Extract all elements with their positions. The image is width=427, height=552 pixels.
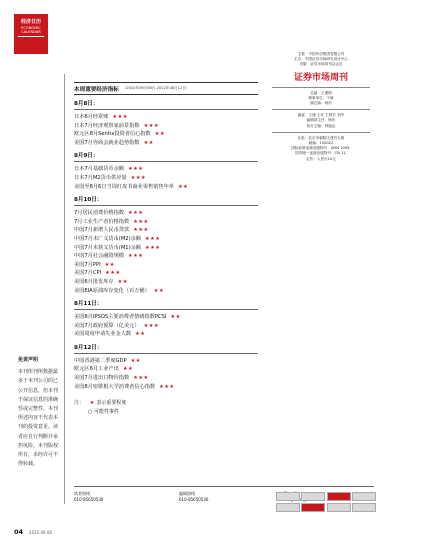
importance-stars: ★★★ <box>128 166 144 173</box>
indicator-item <box>74 261 258 270</box>
indicator-name: 美国周度申请失业金人数 <box>74 331 132 338</box>
day-title: 8月10日： <box>74 195 258 206</box>
indicator-name: 美国7月政府预算（亿美元） <box>74 322 140 329</box>
schedule-range: （2022年08月08日-2022年08月12日） <box>122 86 190 90</box>
indicator-item <box>74 357 258 366</box>
page-number: 04 <box>14 528 24 536</box>
indicator-name: 中国7月末广义货币(M2)余额 <box>74 235 141 242</box>
info-line: 主办：中国证券市场研究设计中心 <box>294 57 348 62</box>
indicator-name: 日本7月基础货币余额 <box>74 166 124 173</box>
editor-hotline-label: 编辑热线： <box>179 491 199 496</box>
star-icon: ★ <box>89 400 95 407</box>
importance-stars: ★★ <box>170 314 181 321</box>
indicator-name: 美国7月CPI <box>74 270 102 277</box>
indicator-name: 美国8月IPSOS主要消费者情绪指数PCSI <box>74 314 167 321</box>
day-title: 8月11日： <box>74 299 258 310</box>
calendar-masthead <box>14 14 48 54</box>
indicator-item <box>74 235 258 244</box>
importance-stars: ★★★ <box>112 114 128 120</box>
legend-circle-text: 可能性事件 <box>93 409 119 416</box>
info-line: 定价：人民币10元 <box>306 156 336 161</box>
importance-stars: ★★★ <box>143 322 160 329</box>
indicator-name: 日本7月经济观察家前景指数 <box>74 122 140 129</box>
importance-stars: ★★★ <box>133 218 149 225</box>
info-line: 编委：王谨 王安 王林宏 刘中 <box>297 113 345 118</box>
indicator-item <box>74 365 258 374</box>
indicator-name: 7月工业生产者价格指数 <box>74 218 130 225</box>
indicator-item <box>74 322 258 331</box>
indicator-name: 美国7月咨商会就业趋势指数 <box>74 139 140 146</box>
indicator-name: 欧元区8月Sentix投资者信心指数 <box>74 131 151 138</box>
importance-stars: ★★★ <box>128 210 144 217</box>
importance-stars: ★★★ <box>128 253 144 260</box>
indicator-item <box>74 330 258 339</box>
indicator-name: 美国7月PPI <box>74 261 101 268</box>
day-section <box>74 299 258 339</box>
indicator-name: 中国7月新增人民币贷款 <box>74 227 130 234</box>
indicator-item <box>74 278 258 287</box>
indicator-item <box>74 226 258 235</box>
importance-stars: ★★★ <box>145 235 161 242</box>
indicator-item <box>74 313 258 322</box>
importance-stars: ★★★ <box>133 375 149 382</box>
masthead-divider <box>18 36 44 37</box>
column-divider <box>64 74 65 504</box>
info-line: 邮编：100022 <box>308 141 334 146</box>
day-title: 8月12日： <box>74 343 258 354</box>
indicator-name: 日本6月经常账 <box>74 114 109 120</box>
importance-stars: ★★★ <box>130 174 147 181</box>
separator <box>272 109 370 110</box>
schedule-header <box>74 82 258 95</box>
issue-date: 2022.08.08 <box>29 530 52 535</box>
indicator-name: 中国香港第二季度GDP <box>74 357 127 364</box>
day-section <box>74 99 258 147</box>
info-line: 执行主编：钟福达 <box>306 123 336 128</box>
editor-hotline: 010-85650530 <box>179 497 209 502</box>
indicator-item <box>74 218 258 227</box>
info-line: 副总编：杨东 <box>310 101 332 106</box>
page-footer <box>14 528 52 536</box>
indicator-item <box>74 139 258 148</box>
indicator-name: 美国7月进出口物价指数 <box>74 375 130 382</box>
publication-logo: 证券市场周刊 <box>293 72 348 83</box>
masthead-title: 经济日历 <box>20 19 41 25</box>
separator <box>272 132 370 133</box>
disclaimer-body: 本刊所刊所数据最多于本刊公司的已公开信息，但本刊不保证信息的准确性或完整性。本刊所述内容不代表本刊的投资意见。读者应自行判断并承担风险。本刊版权所有，未经许可不得转载。 <box>18 369 59 468</box>
indicator-item <box>74 374 258 383</box>
day-title: 8月9日： <box>74 151 258 162</box>
indicator-item <box>74 383 258 392</box>
indicator-item <box>74 183 258 192</box>
separator <box>272 87 370 88</box>
importance-stars: ★★★ <box>159 383 175 390</box>
day-section <box>74 151 258 191</box>
schedule-days <box>74 99 258 391</box>
indicator-name: 中国7月末狭义货币(M1)余额 <box>74 244 141 251</box>
indicator-name: 日本7月M2货币供应量 <box>74 174 127 181</box>
info-line: 编辑部主任：杨东 <box>306 118 336 123</box>
importance-stars: ★★ <box>104 261 115 268</box>
importance-stars: ★★ <box>153 287 165 294</box>
indicator-name: 欧元区6月工业产出 <box>74 366 119 373</box>
importance-stars: ★★★ <box>105 270 121 277</box>
indicator-item <box>74 174 258 183</box>
circle-icon: ○ <box>88 409 93 416</box>
info-line: 社址：北京市朝阳区建外大街 <box>297 135 345 140</box>
day-section <box>74 195 258 295</box>
indicator-item <box>74 122 258 131</box>
indicator-name: 美国EIA原油库存变化（百万桶） <box>74 287 150 294</box>
indicator-item <box>74 209 258 218</box>
indicator-name: 美国6月批发库存 <box>74 278 114 285</box>
indicator-item <box>74 252 258 261</box>
info-line: 出版：证券市场周刊杂志社 <box>299 62 343 67</box>
info-line: 国际标准连续出版物号：ISSN 1005- <box>291 146 351 151</box>
legend-star-text: 表示重要程度 <box>96 400 127 407</box>
schedule <box>74 82 258 417</box>
indicator-item <box>74 165 258 174</box>
day-section <box>74 343 258 391</box>
reader-hotline-label: 读者热线： <box>74 491 94 496</box>
importance-stars: ★★ <box>135 331 146 338</box>
importance-stars: ★★ <box>154 131 165 138</box>
disclaimer-title: 免责声明 <box>18 357 39 363</box>
reader-hotline: 010-85650530 <box>74 497 104 502</box>
info-line: 国内统一连续出版物号：CN 11- <box>295 151 347 156</box>
indicator-name: 美国至8月6日当周红皮书商业零售销售年率 <box>74 183 174 190</box>
importance-stars: ★★★ <box>133 227 149 234</box>
sponsor-logos <box>276 492 376 512</box>
importance-stars: ★★ <box>177 183 189 190</box>
legend <box>74 399 258 417</box>
indicator-item <box>74 287 258 296</box>
importance-stars: ★★ <box>122 366 134 373</box>
importance-stars: ★★ <box>130 357 141 364</box>
indicator-item <box>74 244 258 253</box>
importance-stars: ★★ <box>117 278 128 285</box>
importance-stars: ★★ <box>143 139 154 146</box>
info-line: 主管：中国中信集团有限公司 <box>297 52 345 56</box>
disclaimer <box>18 356 60 469</box>
indicator-name: 美国8月密歇根大学消费者信心指数 <box>74 383 156 390</box>
indicator-name: 7月居民消费价格指数 <box>74 210 124 217</box>
indicator-name: 中国7月社会融资规模 <box>74 253 124 260</box>
day-title: 8月8日： <box>74 99 258 110</box>
masthead-info <box>266 52 376 162</box>
indicator-item <box>74 269 258 278</box>
schedule-title: 本周重要经济指标 <box>74 86 119 93</box>
indicator-item <box>74 113 258 122</box>
legend-note: 注： <box>74 400 85 407</box>
masthead-subtitle: ECONOMIC CALENDAR <box>21 26 41 34</box>
importance-stars: ★★★ <box>143 122 160 129</box>
importance-stars: ★★★ <box>145 244 161 251</box>
indicator-item <box>74 130 258 139</box>
info-line: 理事单位：于威 <box>308 95 334 100</box>
info-line: 总编：王谨明 <box>310 90 332 95</box>
